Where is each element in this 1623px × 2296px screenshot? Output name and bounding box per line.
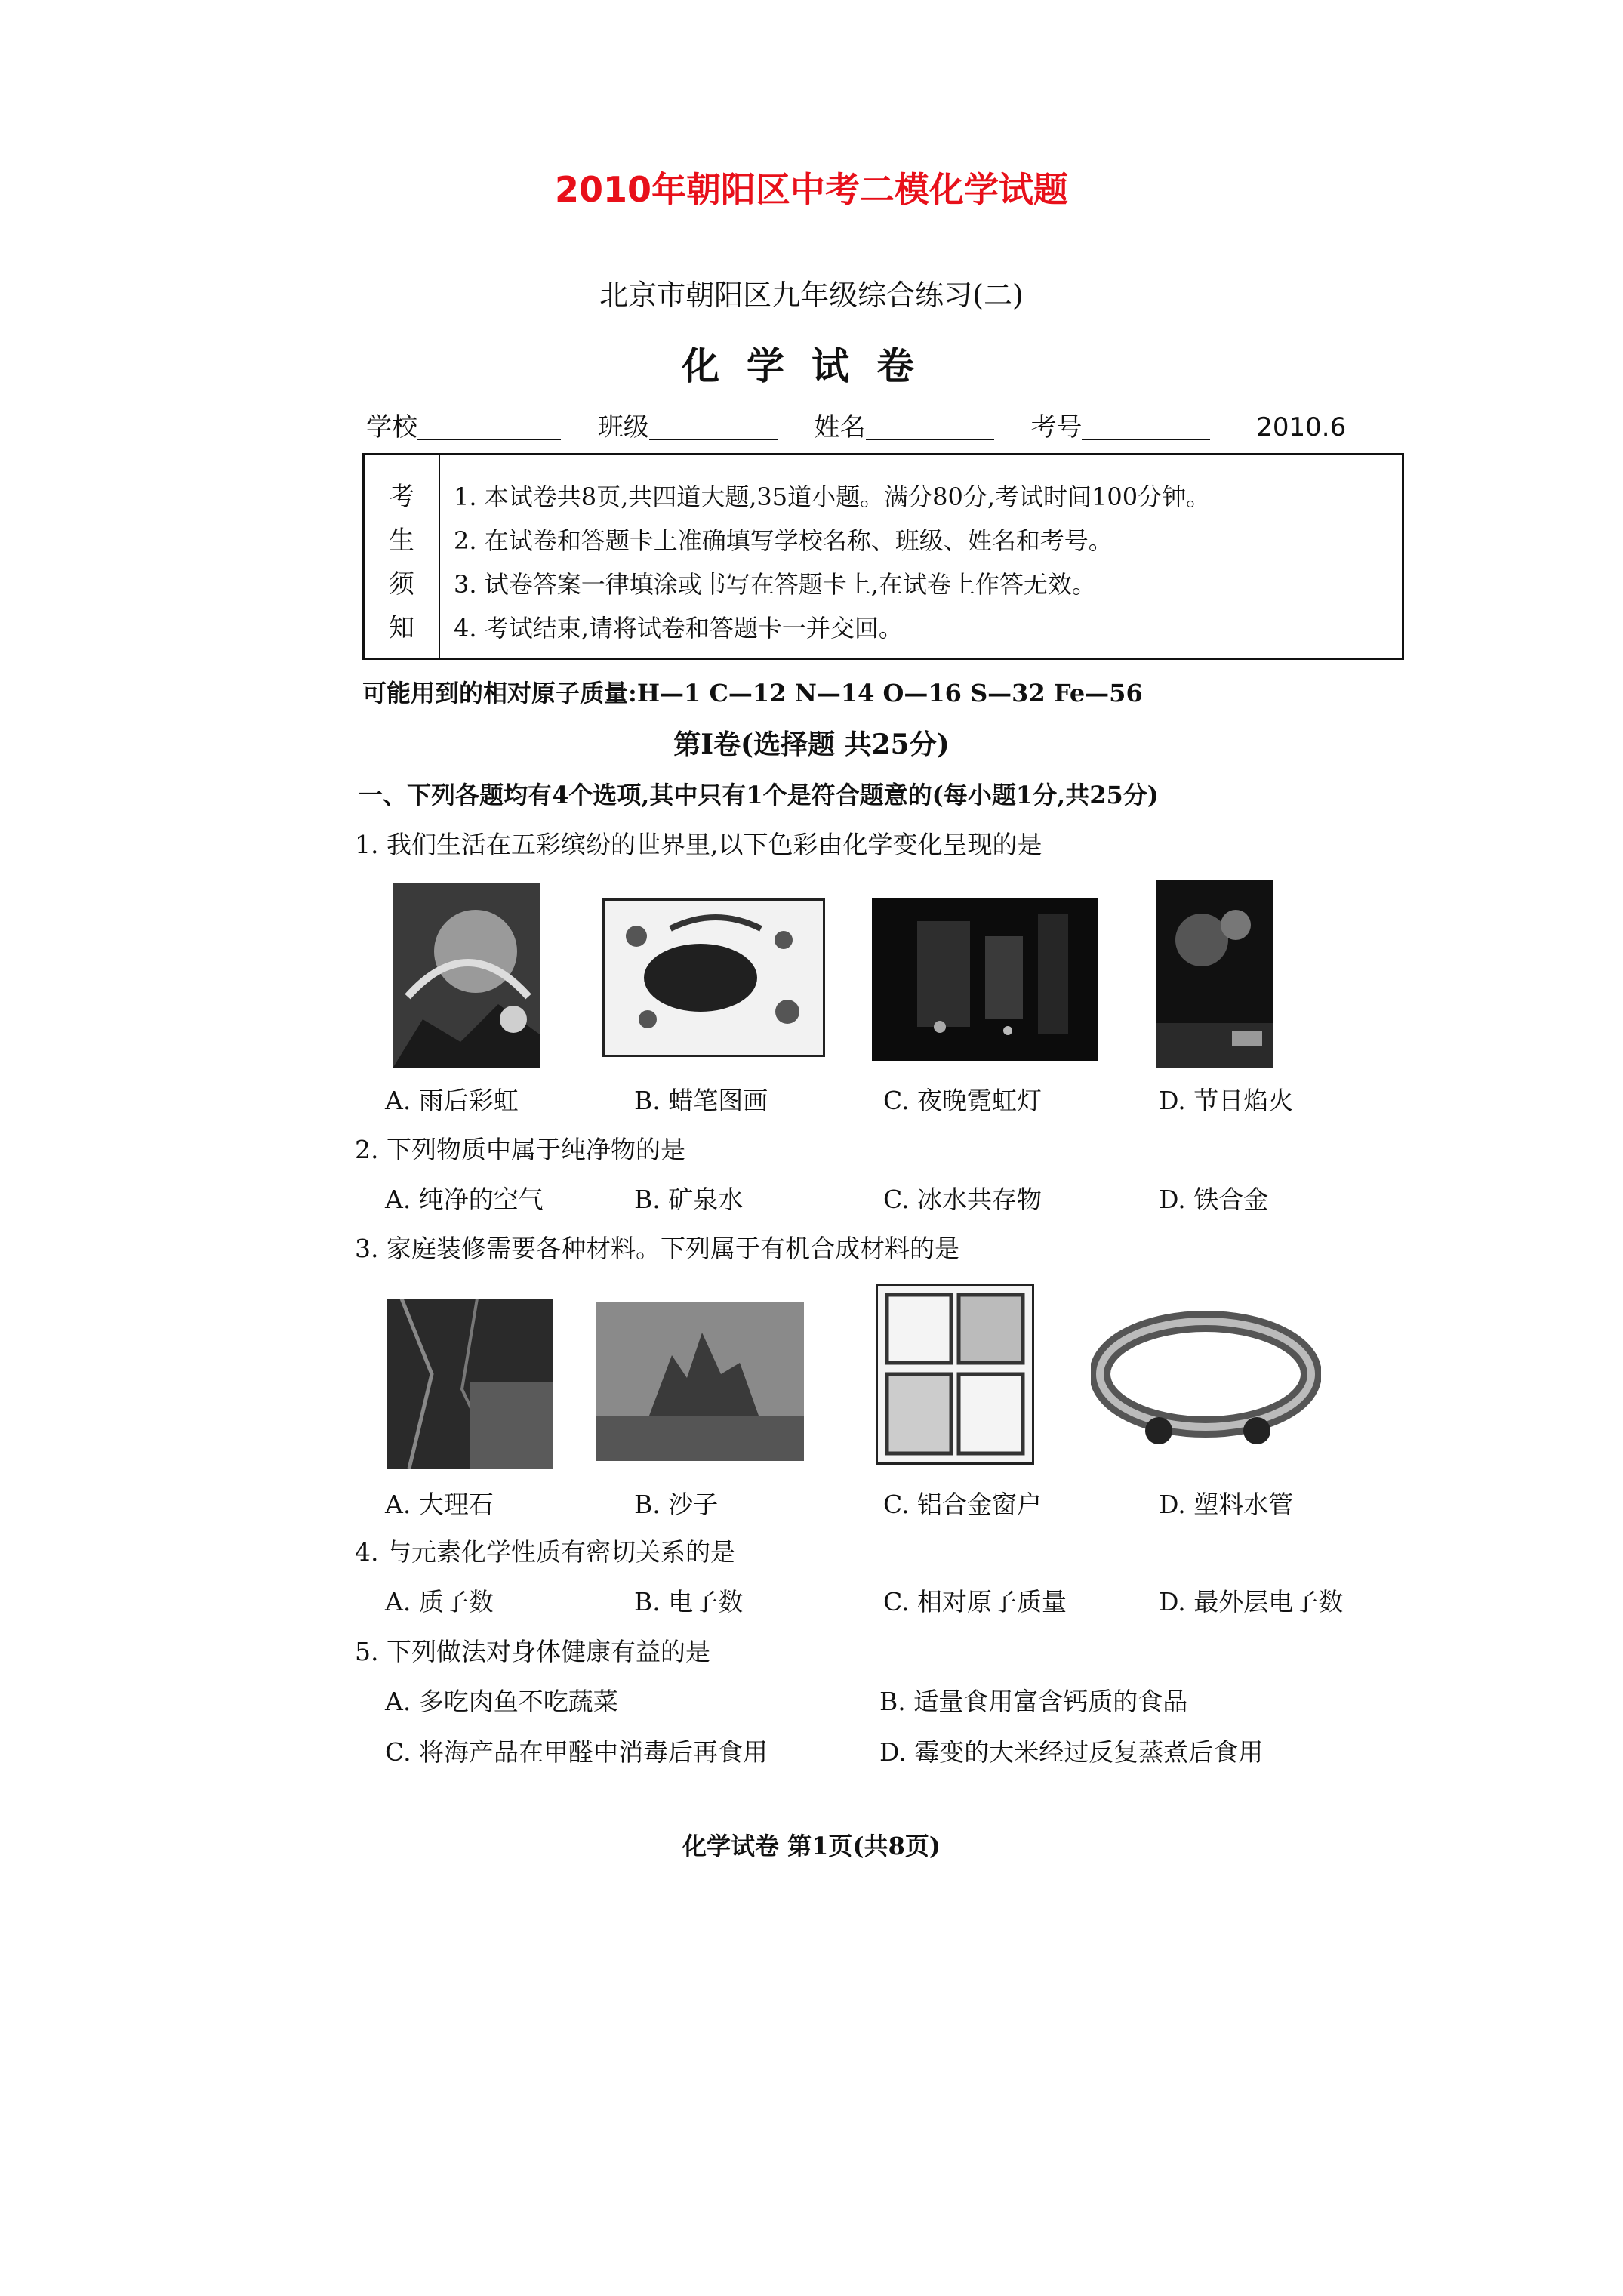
notice-label-char: 生 xyxy=(389,525,414,556)
exam-number-blank xyxy=(1082,413,1210,440)
class-label: 班级 xyxy=(597,412,649,442)
notice-item: 4. 考试结束,请将试卷和答题卡一并交回。 xyxy=(454,614,903,643)
option-c: C. 冰水共存物 xyxy=(883,1185,1042,1214)
option-d: D. 塑料水管 xyxy=(1159,1490,1294,1519)
option-b: B. 沙子 xyxy=(634,1490,719,1519)
section-instruction: 一、下列各题均有4个选项,其中只有1个是符合题意的(每小题1分,共25分) xyxy=(359,781,1159,809)
exam-number-label: 考号 xyxy=(1030,412,1083,442)
question-stem: 3. 家庭装修需要各种材料。下列属于有机合成材料的是 xyxy=(355,1234,959,1263)
exam-notice-box xyxy=(362,453,1404,660)
option-d: D. 最外层电子数 xyxy=(1159,1587,1344,1616)
exam-date: 2010.6 xyxy=(1256,412,1347,442)
option-c: C. 铝合金窗户 xyxy=(883,1490,1042,1519)
option-c: C. 相对原子质量 xyxy=(883,1587,1067,1616)
atomic-masses: 可能用到的相对原子质量:H—1 C—12 N—14 O—16 S—32 Fe—56 xyxy=(362,679,1143,707)
question-stem: 2. 下列物质中属于纯净物的是 xyxy=(355,1135,685,1164)
class-blank xyxy=(649,413,778,440)
name-blank xyxy=(866,413,994,440)
option-a: A. 质子数 xyxy=(385,1587,494,1616)
option-d: D. 铁合金 xyxy=(1159,1185,1269,1214)
aluminum-window-photo xyxy=(876,1284,1034,1465)
document-title: 2010年朝阳区中考二模化学试题 xyxy=(554,169,1069,210)
marble-photo xyxy=(387,1299,553,1469)
page-footer: 化学试卷 第1页(共8页) xyxy=(682,1832,941,1860)
notice-item: 2. 在试卷和答题卡上准确填写学校名称、班级、姓名和考号。 xyxy=(454,526,1113,555)
student-info-row xyxy=(366,406,1363,443)
notice-label xyxy=(365,455,440,658)
option-b: B. 蜡笔图画 xyxy=(634,1086,768,1115)
plastic-pipe-photo xyxy=(1091,1295,1321,1465)
option-c: C. 夜晚霓虹灯 xyxy=(883,1086,1042,1115)
question-stem: 4. 与元素化学性质有密切关系的是 xyxy=(355,1537,735,1567)
notice-item: 1. 本试卷共8页,共四道大题,35道小题。满分80分,考试时间100分钟。 xyxy=(454,482,1211,511)
name-label: 姓名 xyxy=(814,412,866,442)
option-a: A. 纯净的空气 xyxy=(385,1185,544,1214)
school-blank xyxy=(417,413,561,440)
question-stem: 5. 下列做法对身体健康有益的是 xyxy=(355,1637,710,1666)
option-a: A. 雨后彩虹 xyxy=(385,1086,519,1115)
option-b: B. 电子数 xyxy=(634,1587,744,1616)
notice-label-char: 须 xyxy=(389,569,414,599)
notice-items xyxy=(454,475,1210,650)
notice-item: 3. 试卷答案一律填涂或书写在答题卡上,在试卷上作答无效。 xyxy=(454,570,1096,599)
option-a: A. 大理石 xyxy=(385,1490,494,1519)
neon-lights-photo xyxy=(872,898,1098,1061)
question-stem: 1. 我们生活在五彩缤纷的世界里,以下色彩由化学变化呈现的是 xyxy=(355,830,1042,859)
notice-label-char: 知 xyxy=(389,613,414,643)
option-b: B. 适量食用富含钙质的食品 xyxy=(879,1687,1188,1716)
exam-main-title: 化学试卷 xyxy=(682,344,941,388)
exam-subtitle: 北京市朝阳区九年级综合练习(二) xyxy=(599,279,1024,312)
notice-label-char: 考 xyxy=(389,482,414,512)
sand-photo xyxy=(596,1302,804,1461)
rainbow-photo xyxy=(393,883,540,1068)
option-c: C. 将海产品在甲醛中消毒后再食用 xyxy=(385,1737,768,1767)
school-label: 学校 xyxy=(366,412,417,442)
option-d: D. 霉变的大米经过反复蒸煮后食用 xyxy=(879,1737,1264,1767)
fireworks-photo xyxy=(1156,880,1273,1068)
crayon-drawing-photo xyxy=(602,898,825,1057)
section-title: 第Ⅰ卷(选择题 共25分) xyxy=(673,729,950,760)
option-d: D. 节日焰火 xyxy=(1159,1086,1294,1115)
option-a: A. 多吃肉鱼不吃蔬菜 xyxy=(385,1687,618,1716)
option-b: B. 矿泉水 xyxy=(634,1185,744,1214)
